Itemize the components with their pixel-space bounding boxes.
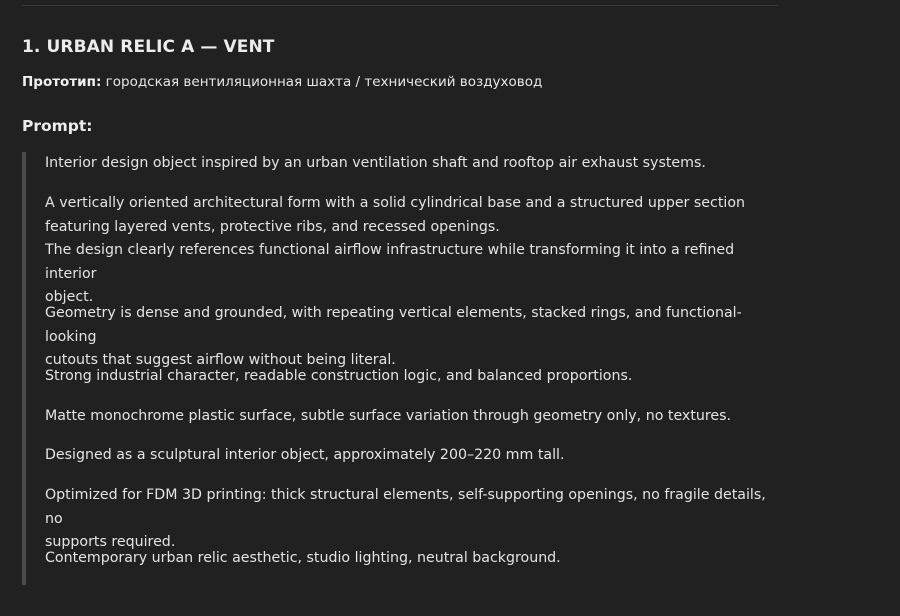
paragraph-line: Strong industrial character, readable construction logic, and balanced proportions. [45,368,633,384]
paragraph-line: Contemporary urban relic aesthetic, studio lighting, neutral background. [45,550,561,566]
paragraph-line: Geometry is dense and grounded, with repeating vertical elements, stacked rings, and functional-looking [45,305,742,345]
prompt-heading: Prompt: [22,117,93,135]
prompt-paragraph-6 [45,444,785,468]
prompt-paragraph-2 [45,192,785,310]
paragraph-line: supports required. [45,534,176,550]
paragraph-line: object. [45,289,94,305]
paragraph-line: featuring layered vents, protective ribs, and recessed openings. [45,218,500,235]
prompt-blockquote [22,152,782,585]
paragraph-line: Designed as a sculptural interior object, approximately 200–220 mm tall. [45,447,565,463]
prototype-text: городская вентиляционная шахта / технический воздуховод [101,74,543,90]
paragraph-line: cutouts that suggest airflow without being literal. [45,352,396,368]
paragraph-line: A vertically oriented architectural form with a solid cylindrical base and a structured upper section [45,195,745,211]
horizontal-divider [22,5,778,6]
prompt-paragraph-8 [45,547,785,571]
prompt-paragraph-4 [45,365,785,389]
paragraph-line: Matte monochrome plastic surface, subtle surface variation through geometry only, no textures. [45,408,732,424]
prompt-paragraph-1 [45,152,785,176]
prompt-paragraph-5 [45,405,785,429]
prompt-paragraph-7 [45,484,785,555]
paragraph-line: Optimized for FDM 3D printing: thick structural elements, self-supporting openings, no fragile details, no [45,487,766,527]
paragraph-line: Interior design object inspired by an urban ventilation shaft and rooftop air exhaust systems. [45,155,706,171]
prototype-label: Прототип: [22,74,102,90]
prototype-line [22,74,542,90]
section-heading: 1. URBAN RELIC A — VENT [22,37,275,57]
blockquote-bar [22,152,26,585]
paragraph-line: The design clearly references functional airflow infrastructure while transforming it into a refined interior [45,242,735,282]
prompt-paragraph-3 [45,302,785,373]
